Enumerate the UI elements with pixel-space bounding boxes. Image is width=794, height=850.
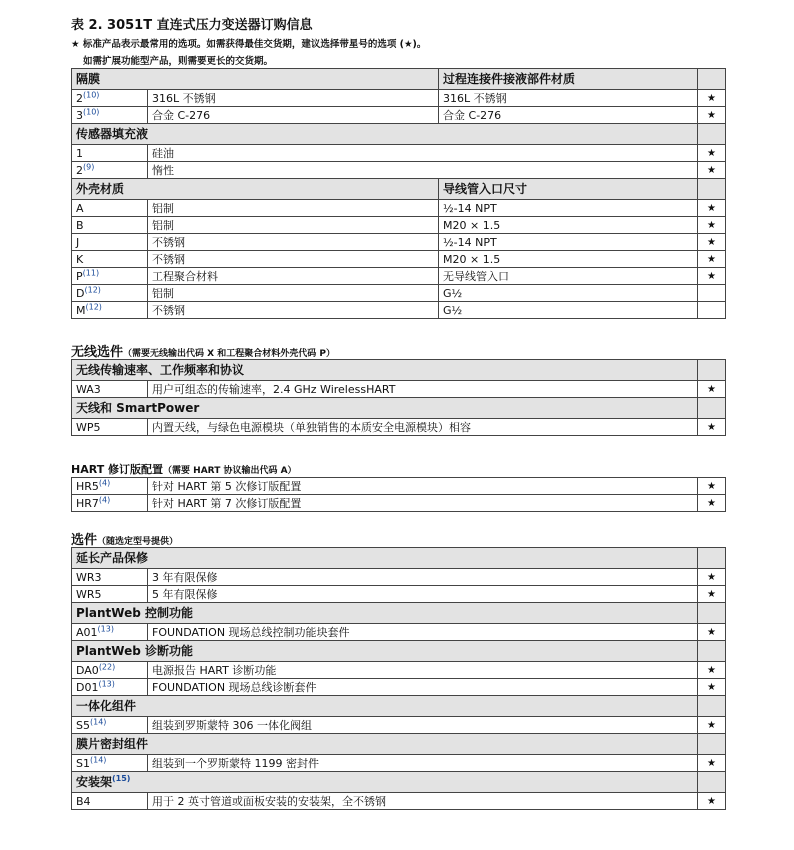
option-code: D01$^{(13)}$ (72, 679, 148, 696)
option-desc: 硅油 (148, 145, 698, 162)
star-icon: ★ (698, 107, 726, 124)
header-warranty (72, 548, 726, 569)
star-icon: ★ (698, 586, 726, 603)
option-code: S5$^{(14)}$ (72, 717, 148, 734)
header-diagnostics (72, 641, 726, 662)
option-desc2: 无导线管入口 (439, 268, 698, 285)
table-row (72, 662, 726, 679)
page-title: 表 2. 3051T 直连式压力变送器订购信息 (71, 18, 313, 33)
star-icon: ★ (698, 495, 726, 512)
header-integral (72, 696, 726, 717)
star-icon: ★ (698, 478, 726, 495)
option-desc2: 316L 不锈钢 (439, 90, 698, 107)
option-code: 2$^{(10)}$ (72, 90, 148, 107)
header-label: PlantWeb 控制功能 (72, 603, 698, 624)
option-desc: 铝制 (148, 285, 439, 302)
option-code: WR5 (72, 586, 148, 603)
table-row (72, 162, 726, 179)
option-code: HR5$^{(4)}$ (72, 478, 148, 495)
table-row (72, 145, 726, 162)
option-desc2: M20 × 1.5 (439, 251, 698, 268)
option-desc: 3 年有限保修 (148, 569, 698, 586)
option-desc: 惰性 (148, 162, 698, 179)
table-row (72, 495, 726, 512)
table-row (72, 107, 726, 124)
header-label: 膜片密封组件 (72, 734, 698, 755)
table-row (72, 755, 726, 772)
star-icon: ★ (698, 251, 726, 268)
order-table-wireless (71, 359, 726, 436)
header-label: 传感器填充液 (72, 124, 698, 145)
option-code: B (72, 217, 148, 234)
option-desc: 铝制 (148, 217, 439, 234)
option-code: A (72, 200, 148, 217)
table-row (72, 478, 726, 495)
section-title-options: 选件（随选定型号提供） (71, 533, 179, 548)
option-desc: 用户可组态的传输速率，2.4 GHz WirelessHART (148, 381, 698, 398)
table-row (72, 90, 726, 107)
option-code: 2$^{(9)}$ (72, 162, 148, 179)
header-label: 隔膜 (72, 69, 439, 90)
option-code: B4 (72, 793, 148, 810)
option-desc: 铝制 (148, 200, 439, 217)
star-icon (698, 285, 726, 302)
section-title-hart: HART 修订版配置（需要 HART 协议输出代码 A） (71, 463, 297, 476)
header-label: 外壳材质 (72, 179, 439, 200)
option-desc: 工程聚合材料 (148, 268, 439, 285)
option-code: A01$^{(13)}$ (72, 624, 148, 641)
option-desc: 电源报告 HART 诊断功能 (148, 662, 698, 679)
option-desc: 不锈钢 (148, 302, 439, 319)
star-icon: ★ (698, 162, 726, 179)
option-code: $P^{(11)}$ (72, 268, 148, 285)
option-desc: 针对 HART 第 5 次修订版配置 (148, 478, 698, 495)
option-desc: 内置天线，与绿色电源模块（单独销售的本质安全电源模块）相容 (148, 419, 698, 436)
star-icon: ★ (698, 200, 726, 217)
header-label: 导线管入口尺寸 (439, 179, 698, 200)
option-desc2: ½-14 NPT (439, 200, 698, 217)
header-label: 一体化组件 (72, 696, 698, 717)
header-label: 延长产品保修 (72, 548, 698, 569)
option-code: WA3 (72, 381, 148, 398)
table-row (72, 586, 726, 603)
option-desc: FOUNDATION 现场总线诊断套件 (148, 679, 698, 696)
table-row (72, 679, 726, 696)
option-code: $M^{(12)}$ (72, 302, 148, 319)
star-icon (698, 302, 726, 319)
option-code: $D^{(12)}$ (72, 285, 148, 302)
option-code: 1 (72, 145, 148, 162)
header-transmit-rate (72, 360, 726, 381)
star-icon: ★ (698, 217, 726, 234)
option-code: 3$^{(10)}$ (72, 107, 148, 124)
table-row (72, 381, 726, 398)
table-row (72, 793, 726, 810)
star-icon: ★ (698, 268, 726, 285)
table-row (72, 217, 726, 234)
star-icon: ★ (698, 755, 726, 772)
order-table-hart (71, 477, 726, 512)
header-control (72, 603, 726, 624)
section-title-wireless: 无线选件（需要无线输出代码 X 和工程聚合材料外壳代码 P） (71, 345, 335, 360)
option-desc2: M20 × 1.5 (439, 217, 698, 234)
option-desc2: ½-14 NPT (439, 234, 698, 251)
table-row (72, 624, 726, 641)
table-row (72, 302, 726, 319)
table-row (72, 717, 726, 734)
option-desc: 不锈钢 (148, 234, 439, 251)
header-label: PlantWeb 诊断功能 (72, 641, 698, 662)
option-desc: 5 年有限保修 (148, 586, 698, 603)
star-icon: ★ (698, 662, 726, 679)
option-desc: 组装到一个罗斯蒙特 1199 密封件 (148, 755, 698, 772)
star-icon: ★ (698, 419, 726, 436)
header-housing (72, 179, 726, 200)
option-desc: 不锈钢 (148, 251, 439, 268)
order-table-main (71, 68, 726, 319)
star-icon: ★ (698, 145, 726, 162)
option-desc2: 合金 C-276 (439, 107, 698, 124)
table-row (72, 285, 726, 302)
table-row (72, 200, 726, 217)
option-desc: 合金 C-276 (148, 107, 439, 124)
option-code: J (72, 234, 148, 251)
option-desc2: G½ (439, 285, 698, 302)
option-code: DA0$^{(22)}$ (72, 662, 148, 679)
option-desc: 用于 2 英寸管道或面板安装的安装架，全不锈钢 (148, 793, 698, 810)
star-icon: ★ (698, 793, 726, 810)
option-desc: 针对 HART 第 7 次修订版配置 (148, 495, 698, 512)
star-icon: ★ (698, 90, 726, 107)
option-desc2: G½ (439, 302, 698, 319)
option-code: HR7$^{(4)}$ (72, 495, 148, 512)
table-row (72, 268, 726, 285)
option-code: K (72, 251, 148, 268)
star-icon: ★ (698, 624, 726, 641)
header-seal (72, 734, 726, 755)
table-row (72, 251, 726, 268)
header-label: 安装架$^{(15)}$ (72, 772, 698, 793)
order-table-options (71, 547, 726, 810)
option-desc: 316L 不锈钢 (148, 90, 439, 107)
note-standard: ★ 标准产品表示最常用的选项。如需获得最佳交货期，建议选择带星号的选项 (★)。 (71, 39, 427, 50)
option-code: WP5 (72, 419, 148, 436)
option-code: WR3 (72, 569, 148, 586)
table-row (72, 234, 726, 251)
option-desc: 组装到罗斯蒙特 306 一体化阀组 (148, 717, 698, 734)
table-row (72, 569, 726, 586)
header-label: 天线和 SmartPower (72, 398, 698, 419)
star-icon: ★ (698, 234, 726, 251)
header-diaphragm (72, 69, 726, 90)
header-bracket (72, 772, 726, 793)
star-icon: ★ (698, 717, 726, 734)
header-fill-fluid (72, 124, 726, 145)
header-label: 过程连接件接液部件材质 (439, 69, 698, 90)
header-label: 无线传输速率、工作频率和协议 (72, 360, 698, 381)
star-icon: ★ (698, 381, 726, 398)
star-icon: ★ (698, 569, 726, 586)
header-antenna (72, 398, 726, 419)
option-code: S1$^{(14)}$ (72, 755, 148, 772)
star-icon: ★ (698, 679, 726, 696)
table-row (72, 419, 726, 436)
note-extended: 如需扩展功能型产品，则需要更长的交货期。 (83, 56, 274, 67)
option-desc: FOUNDATION 现场总线控制功能块套件 (148, 624, 698, 641)
